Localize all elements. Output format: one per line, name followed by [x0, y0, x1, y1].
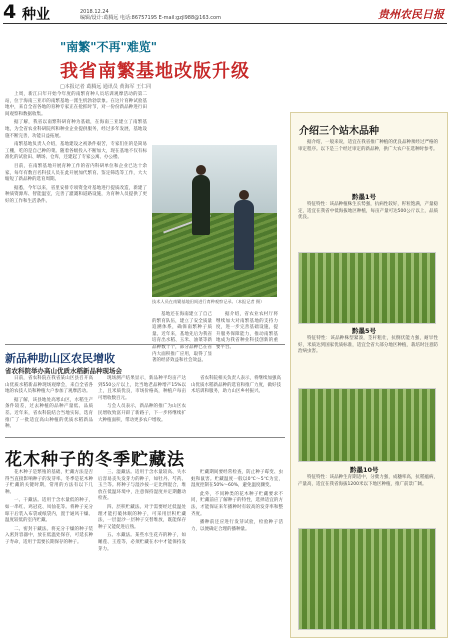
header-info — [80, 9, 280, 21]
header-editor-contact: 编辑/设计:葛腾远 电话:86757195 E-mail:gzjl988@163.com — [80, 15, 221, 21]
lead-column-3 — [216, 312, 278, 350]
paragraph: 据介绍，一般来说，适宜在我省推广种植的优良品种须经过严格的审定程序。以下是三个经过审定的新品种，供广大农户在选种时参考。 — [298, 140, 438, 152]
story3-column-3 — [191, 470, 283, 635]
story3-column-1 — [5, 470, 93, 635]
paragraph: 与会人员表示，新品种的推广为山区农民增收致富开辟了新路子，下一步将继续扩大种植面积，带动更多农户增收。 — [98, 404, 186, 423]
paragraph: 省农科院相关负责人表示，将继续加强高山优质水稻新品种的选育和推广力度，做好技术培训和服务，助力山区乡村振兴。 — [191, 376, 281, 395]
sidebar-intro — [298, 140, 438, 188]
variety-photo — [298, 252, 436, 324]
paragraph: 目前，在南繁基地开展育种工作的省内科研单位和企业已达十余家，每年有数百名科技人员在此开展加代繁育、鉴定筛选等工作，大大缩短了新品种的选育周期。 — [5, 163, 147, 183]
paragraph: 花木种子是繁殖的基础，贮藏方法是否得当直接影响种子的发芽率。冬季是花木种子贮藏的关键时期，常用的方法有以下几种。 — [5, 470, 93, 495]
paragraph: 据介绍，省农业农村厅将继续加大对南繁基地的支持力度，进一步完善基础设施，提升服务保障能力，推动南繁基地成为我省种业科技创新的重要平台。 — [216, 312, 278, 350]
story3-column-2 — [98, 470, 186, 635]
paragraph: 五、水藏法。某些水生花卉的种子，如睡莲、王莲等，必须贮藏在水中才能保持发芽力。 — [98, 533, 186, 552]
section-divider — [5, 437, 285, 438]
lead-headline: 我省南繁基地改版升级 — [60, 61, 250, 82]
paragraph: 现场测产结果显示，新品种平均亩产达到550公斤以上，比当地老品种增产15%以上，且米质优良，市场价格高，种植户每亩可增收数百元。 — [98, 376, 186, 401]
story2-column-2 — [98, 376, 186, 434]
variety-name: 黔墨10号 — [350, 466, 379, 474]
paragraph: 日前，省农科院在我省某山区县召开高山优质水稻新品种现场观摩会，来自全省各地的农技人员和种植大户参加了观摩活动。 — [5, 376, 93, 395]
newspaper-logo: 贵州农民日报 — [378, 8, 444, 21]
paragraph: 特征特性：该品种株型紧凑，茎秆粗壮，抗倒伏能力强，耐旱性好，米质达到国家优质标准，适宜全省大部分地区种植，栽培时注意防治病虫害。 — [298, 336, 438, 355]
story2-deck: 省农科院举办高山优质水稻新品种现场会 — [5, 367, 122, 375]
paragraph: 据了解，该县地处高寒山区，水稻生产条件较差，过去种植的品种产量低、品质差。近年来，省农科院结合当地实际，选育推广了一批适宜高山种植的优质水稻新品种。 — [5, 397, 93, 430]
header-divider — [3, 23, 447, 24]
paragraph: 上周，新江日年开始今年度的南繁育种人员培训观摩活动的第二站，位于海南三亚市的南繁基地一派生机勃勃景象。在这片育种试验基地中，来自全省各地的育种专家正在抢抓时节，对一份份新品种进行田间观察和数据收集。 — [5, 92, 147, 117]
story2-column-3 — [191, 376, 281, 434]
paragraph: 据了解，我省以南繁科研育种为基础，在海南三亚建立了南繁基地，为全省农业科研院所和种业企业提供服务，经过多年发展，基地设施不断完善，功能日益拓展。 — [5, 120, 147, 139]
paragraph: 二、密封干藏法。将充分干燥的种子装入密封容器中，放在低温处保存，可延长种子寿命，适用于需要长期保存的种子。 — [5, 526, 93, 545]
paragraph: 此外，不同种类的花木种子贮藏要求不同，贮藏前应了解种子的特性，选择适宜的方法，才能保证来年播种时有较高的发芽率和整齐度。 — [191, 491, 283, 517]
lead-kicker: "南繁"不再"难览" — [60, 40, 158, 54]
story3-headline: 花木种子的冬季贮藏法 — [5, 450, 185, 470]
variety-name: 黔墨5号 — [352, 327, 377, 335]
sidebar-title: 介绍三个站木品种 — [299, 126, 379, 137]
photo-caption: 技术人员在南繁基地田间进行育种观察记录。（本报记者 摄） — [152, 299, 265, 304]
paragraph: 三、湿藏法。适用于含水量较高、失水后容易丧失发芽力的种子，如牡丹、芍药、玉兰等。将种子与湿沙按一定比例混合，堆放在低温环境中，注意保持湿度并定期翻动检查。 — [98, 470, 186, 502]
variety-name: 黔墨1号 — [352, 193, 377, 201]
paragraph: 据悉，今年以来，省里安排专项资金对基地进行提质改造，新建了种质资源库、智能温室，完善了灌溉和道路设施，为育种人员提供了更好的工作和生活条件。 — [5, 185, 147, 204]
variety-photo — [298, 388, 436, 462]
variety-description — [298, 202, 438, 250]
variety-photo — [298, 528, 436, 630]
paragraph: 南繁基地负责人介绍，基地建设之初条件艰苦，专家们住的是简易工棚，吃的是自己种的菜。随着各级投入不断加大，现在基地不仅有标准化的试验田、晒场、仓库，还建起了专家公寓、办公楼。 — [5, 142, 147, 161]
page-number: 4 — [3, 1, 17, 23]
lead-column-1 — [5, 92, 147, 332]
paragraph: 特征特性：该品种植株生长势强，抗病性较好，籽粒饱满，产量稳定，适宜在我省中低海拔地区种植，每亩产量可达500公斤以上，品质优良。 — [298, 202, 438, 221]
story2-column-1 — [5, 376, 93, 434]
variety-description — [298, 336, 438, 384]
section-title: 种业 — [22, 7, 50, 23]
paragraph: 特征特性：该品种生育期适中，分蘖力强，成穗率高，抗稻瘟病，产量高，适宜在我省海拔1200米以下地区种植，推广前景广阔。 — [298, 475, 438, 487]
paragraph: 四、层积贮藏法。对于需要经过低温处理才能打破休眠的种子，可采用层积贮藏法，一层湿沙一层种子交替堆放，既能保存种子又能促进后熟。 — [98, 504, 186, 530]
paragraph: 基地还在海南建立了自己的繁育队伍，建立了安全质量追溯体系，确保南繁种子质量。近年来，基地先后为我省培育出水稻、玉米、油菜等新品种数十个，部分品种已在省内大面积推广应用，取得了显著的经济效益和社会效益。 — [152, 312, 212, 364]
story2-headline: 新品种助山区农民增收 — [5, 352, 115, 365]
paragraph: 播种前还应进行发芽试验，检验种子活力，以便确定合理的播种量。 — [191, 520, 283, 532]
paragraph: 贮藏期间要经常检查，防止种子霉变、虫蛀和鼠害。贮藏温度一般以0℃～5℃为宜，湿度控制在50%～60%，避免温度骤变。 — [191, 470, 283, 489]
lead-photo — [152, 145, 277, 297]
section-divider — [5, 344, 285, 345]
variety-description — [298, 475, 438, 523]
header-date: 2018.12.24 — [80, 9, 109, 15]
lead-column-2 — [152, 312, 212, 364]
paragraph: 一、干藏法。适用于含水量低的种子，如一串红、鸡冠花、凤仙花等。将种子充分晾干后装入布袋或纸袋内，置于通风干燥、温度较低的室内贮藏。 — [5, 498, 93, 524]
lead-byline: □本报记者 葛腾远 通讯员 黄海军 王仁同 — [60, 84, 152, 90]
